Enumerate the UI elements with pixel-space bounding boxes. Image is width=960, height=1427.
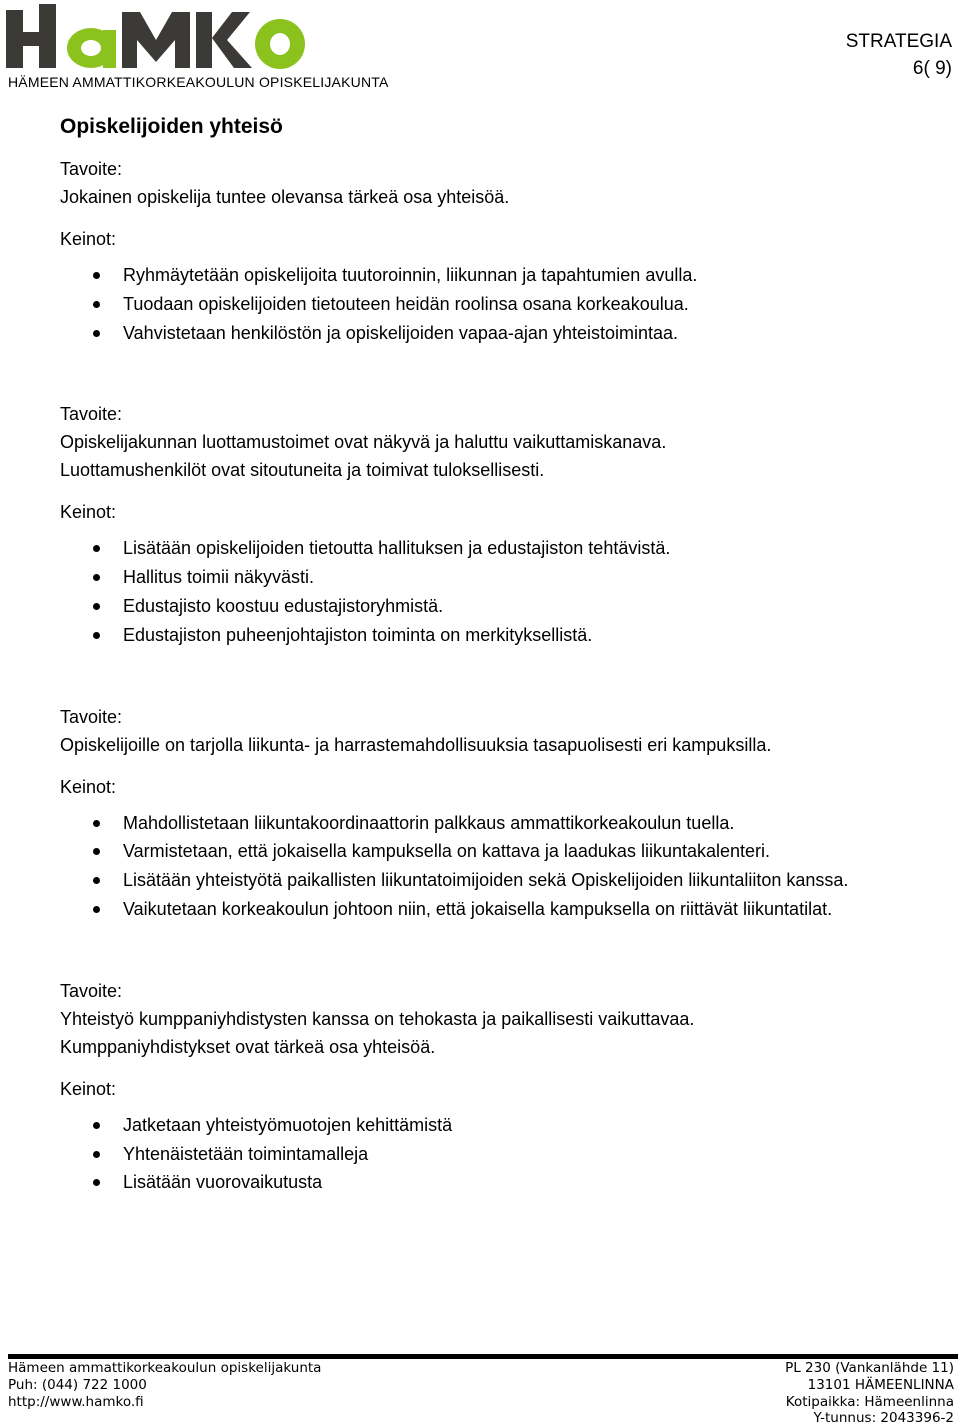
list-item: Yhtenäistetään toimintamalleja <box>60 1140 940 1169</box>
means-label: Keinot: <box>60 1078 117 1099</box>
goal-text: Opiskelijakunnan luottamustoimet ovat näkyvä ja haluttu vaikuttamiskanava. <box>60 432 667 453</box>
footer-po-box: PL 230 (Vankanlähde 11) <box>785 1360 954 1376</box>
list-item: Hallitus toimii näkyvästi. <box>60 563 940 592</box>
bullet-icon <box>93 632 100 639</box>
list-item: Vaikutetaan korkeakoulun johtoon niin, että jokaisella kampuksella on riittävät liikuntatilat. <box>60 895 913 924</box>
list-item: Jatketaan yhteistyömuotojen kehittämistä <box>60 1111 940 1140</box>
list-item: Mahdollistetaan liikuntakoordinaattorin palkkaus ammattikorkeakoulun tuella. <box>60 809 940 838</box>
bullet-icon <box>93 820 100 827</box>
goal-label: Tavoite: <box>60 706 123 727</box>
list-item: Lisätään opiskelijoiden tietoutta hallituksen ja edustajiston tehtävistä. <box>60 534 940 563</box>
goal-text: Opiskelijoille on tarjolla liikunta- ja harrastemahdollisuuksia tasapuolisesti eri kampuksilla. <box>60 734 772 755</box>
goal-label: Tavoite: <box>60 159 123 179</box>
footer-divider <box>8 1354 958 1359</box>
means-list <box>60 1111 940 1197</box>
list-item: Edustajiston puheenjohtajiston toiminta on merkityksellistä. <box>60 621 940 650</box>
bullet-icon <box>93 906 100 913</box>
bullet-icon <box>93 1122 100 1129</box>
document-body <box>60 112 940 1197</box>
means-label: Keinot: <box>60 776 117 797</box>
footer-business-id: Y-tunnus: 2043396-2 <box>813 1410 954 1426</box>
page-number: 6( 9) <box>912 58 952 79</box>
footer-postal-code: 13101 HÄMEENLINNA <box>807 1377 954 1393</box>
list-item: Edustajisto koostuu edustajistoryhmistä. <box>60 592 940 621</box>
goal-text: Yhteistyö kumppaniyhdistysten kanssa on tehokasta ja paikallisesti vaikuttavaa. <box>60 1008 695 1029</box>
goal-text: Kumppaniyhdistykset ovat tärkeä osa yhteisöä. <box>60 1036 436 1057</box>
bullet-icon <box>93 545 100 552</box>
goal-text: Jokainen opiskelija tuntee olevansa tärkeä osa yhteisöä. <box>60 187 510 207</box>
goal-label: Tavoite: <box>60 404 123 425</box>
footer-org-name: Hämeen ammattikorkeakoulun opiskelijakunta <box>8 1360 322 1376</box>
list-item: Vahvistetaan henkilöstön ja opiskelijoiden vapaa-ajan yhteistoimintaa. <box>60 319 940 348</box>
bullet-icon <box>93 603 100 610</box>
bullet-icon <box>93 1151 100 1158</box>
hamko-logo <box>6 4 306 70</box>
bullet-icon <box>93 272 100 279</box>
bullet-icon <box>93 301 100 308</box>
goal-block <box>60 155 940 347</box>
bullet-icon <box>93 574 100 581</box>
list-item: Lisätään yhteistyötä paikallisten liikuntatoimijoiden sekä Opiskelijoiden liikuntaliiton kanssa. <box>60 866 913 895</box>
list-item: Lisätään vuorovaikutusta <box>60 1168 940 1197</box>
bullet-icon <box>93 877 100 884</box>
footer-phone: Puh: (044) 722 1000 <box>8 1377 147 1393</box>
bullet-icon <box>93 330 100 337</box>
means-list <box>60 809 940 924</box>
goal-block <box>60 703 940 924</box>
means-label: Keinot: <box>60 229 117 249</box>
logo-subtitle: HÄMEEN AMMATTIKORKEAKOULUN OPISKELIJAKUNTA <box>8 74 389 90</box>
list-item: Ryhmäytetään opiskelijoita tuutoroinnin, liikunnan ja tapahtumien avulla. <box>60 261 940 290</box>
list-item: Varmistetaan, että jokaisella kampuksella on kattava ja laadukas liikuntakalenteri. <box>60 837 940 866</box>
means-list <box>60 534 940 649</box>
bullet-icon <box>93 848 100 855</box>
list-item: Tuodaan opiskelijoiden tietouteen heidän roolinsa osana korkeakoulua. <box>60 290 940 319</box>
footer-domicile: Kotipaikka: Hämeenlinna <box>785 1394 954 1410</box>
bullet-icon <box>93 1179 100 1186</box>
section-title: Opiskelijoiden yhteisö <box>60 115 283 138</box>
goal-text: Luottamushenkilöt ovat sitoutuneita ja toimivat tuloksellisesti. <box>60 460 545 481</box>
goal-block <box>60 400 940 649</box>
footer-website-link[interactable]: http://www.hamko.fi <box>8 1394 144 1410</box>
document-type: STRATEGIA <box>845 31 952 52</box>
goal-block <box>60 977 940 1197</box>
means-label: Keinot: <box>60 502 117 523</box>
means-list <box>60 261 940 347</box>
goal-label: Tavoite: <box>60 980 123 1001</box>
